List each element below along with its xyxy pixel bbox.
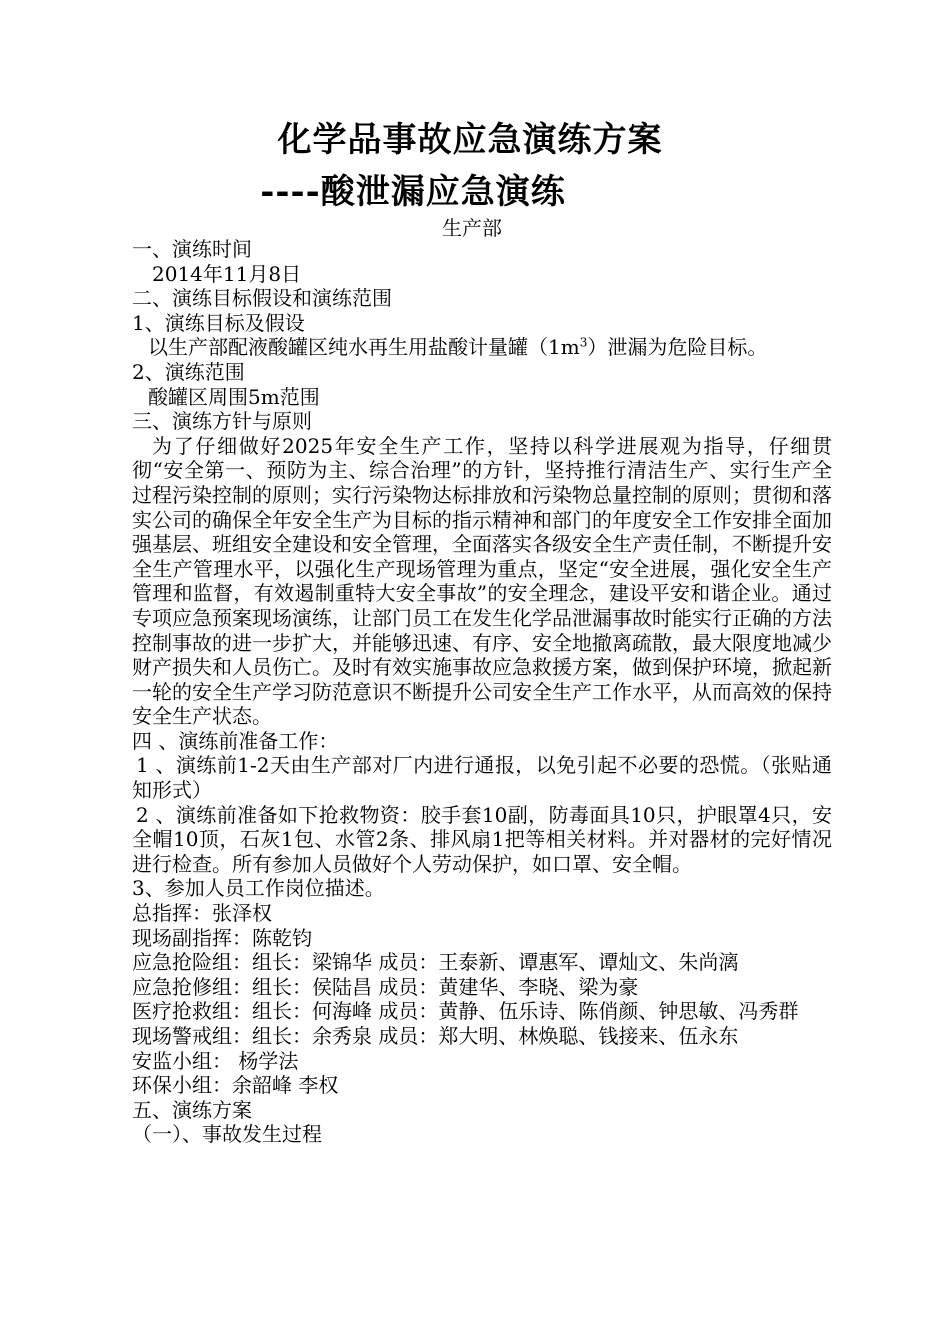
role-line: 总指挥：张泽权 <box>132 901 272 926</box>
role-line: 现场副指挥：陈乾钧 <box>132 925 312 950</box>
section-heading: 一、演练时间 <box>132 237 252 261</box>
department-label: 生产部 <box>442 216 502 240</box>
subsection-heading: 3、参加人员工作岗位描述。 <box>132 876 385 901</box>
subsection-heading: 2、演练范围 <box>132 359 245 384</box>
document-title: 化学品事故应急演练方案 <box>277 120 663 160</box>
section-heading: 二、演练目标假设和演练范围 <box>132 286 392 311</box>
section-heading: 四 、演练前准备工作： <box>132 728 339 753</box>
section-heading: 五、演练方案 <box>132 1097 252 1122</box>
role-line: 应急抢修组：组长：侯陆昌 成员：黄建华、李晓、梁为豪 <box>132 974 639 999</box>
target-text-a: 以生产部配液酸罐区纯水再生用盐酸计量罐（1m <box>148 335 580 360</box>
range-text: 酸罐区周围5m范围 <box>148 384 320 409</box>
subsection-heading: （一）、事故发生过程 <box>132 1122 322 1147</box>
role-line: 安监小组： 杨学法 <box>132 1048 299 1073</box>
prep-item-2: 2 、演练前准备如下抢救物资：胶手套10副，防毒面具10只，护眼罩4只，安全帽10顶，石灰1包、水管2条、排风扇1把等相关材料。并对器材的完好情况进行检查。所有参加人员做好个人劳动保护，如口罩、安全帽。 <box>132 802 832 876</box>
role-line: 应急抢险组：组长：梁锦华 成员：王泰新、谭惠军、谭灿文、朱尚漓 <box>132 950 739 975</box>
target-text <box>132 335 832 360</box>
principle-paragraph: 为了仔细做好2025年安全生产工作，坚持以科学进展观为指导，仔细贯彻“安全第一、预防为主、综合治理”的方针，坚持推行清洁生产、实行生产全过程污染控制的原则；实行污染物达标排放和污染物总量控制的原则；贯彻和落实公司的确保全年安全生产为目标的指示精神和部门的年度安全工作安排全面加强基层、班组安全建设和安全管理，全面落实各级安全生产责任制，不断提升安全生产管理水平，以强化生产现场管理为重点，坚定“安全进展，强化安全生产管理和监督，有效遏制重特大安全事故”的安全理念，建设平安和谐企业。通过专项应急预案现场演练，让部门员工在发生化学品泄漏事故时能实行正确的方法控制事故的进一步扩大，并能够迅速、有序、安全地撤离疏散，最大限度地减少财产损失和人员伤亡。及时有效实施事故应急救援方案，做到保护环境，掀起新一轮的安全生产学习防范意识不断提升公司安全生产工作水平，从而高效的保持安全生产状态。 <box>132 433 832 729</box>
target-text-b: ）泄漏为危险目标。 <box>587 335 768 360</box>
document-subtitle: ----酸泄漏应急演练 <box>260 172 566 212</box>
prep-item-1: 1 、演练前1-2天由生产部对厂内进行通报，以免引起不必要的恐慌。（张贴通知形式） <box>132 753 832 803</box>
role-line: 医疗抢救组：组长：何海峰 成员：黄静、伍乐诗、陈俏颜、钟思敏、冯秀群 <box>132 999 799 1024</box>
drill-date: 2014年11月8日 <box>152 261 302 286</box>
role-line: 现场警戒组：组长：余秀泉 成员：郑大明、林焕聪、钱接来、伍永东 <box>132 1024 739 1048</box>
subsection-heading: 1、演练目标及假设 <box>132 310 305 335</box>
section-heading: 三、演练方针与原则 <box>132 409 312 434</box>
document-body <box>132 237 832 1147</box>
role-line: 环保小组：余韶峰 李权 <box>132 1073 339 1098</box>
superscript: 3 <box>579 335 588 350</box>
